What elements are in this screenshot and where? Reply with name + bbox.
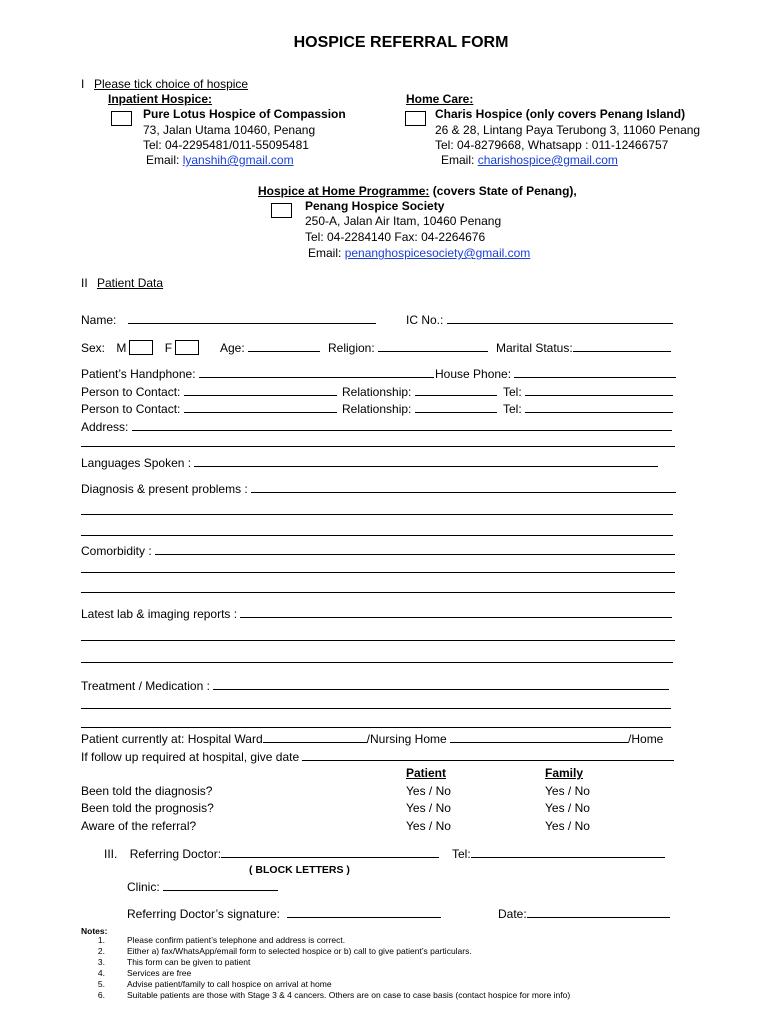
sex-female-checkbox[interactable] xyxy=(175,340,199,355)
section-2-numeral: II xyxy=(81,276,88,290)
contact-1-tel-row xyxy=(503,384,673,399)
ic-row xyxy=(406,312,673,327)
inpatient-hospice-email-row xyxy=(146,153,294,168)
relationship-2-field[interactable] xyxy=(415,401,497,413)
marital-status-label: Marital Status: xyxy=(496,341,573,355)
question-prognosis-patient[interactable]: Yes / No xyxy=(406,801,451,815)
home-care-address: 26 & 28, Lintang Paya Terubong 3, 11060 Penang xyxy=(435,123,701,137)
sex-row xyxy=(81,340,199,355)
home-programme-label: Hospice at Home Programme: xyxy=(258,184,430,198)
doctor-tel-label: Tel: xyxy=(452,847,471,861)
home-care-tel: Tel: 04-8279668, Whatsapp : 011-12466757 xyxy=(435,138,669,152)
hospital-ward-label: Patient currently at: Hospital Ward xyxy=(81,732,263,746)
comorbidity-row xyxy=(81,543,675,558)
question-referral: Aware of the referral? xyxy=(81,819,197,833)
ic-field[interactable] xyxy=(447,312,673,324)
question-diagnosis: Been told the diagnosis? xyxy=(81,784,213,798)
age-row xyxy=(220,340,320,355)
hospital-ward-field[interactable] xyxy=(263,731,367,743)
address-row xyxy=(81,419,672,434)
relationship-2-row xyxy=(342,401,497,416)
contact-2-tel-row xyxy=(503,401,673,416)
comorbidity-label: Comorbidity : xyxy=(81,544,152,558)
home-programme-name: Penang Hospice Society xyxy=(305,199,445,213)
nursing-home-field[interactable] xyxy=(450,731,628,743)
inpatient-hospice-checkbox[interactable] xyxy=(111,111,132,126)
handphone-row xyxy=(81,366,434,381)
address-label: Address: xyxy=(81,420,129,434)
religion-label: Religion: xyxy=(328,341,375,355)
question-diagnosis-patient[interactable]: Yes / No xyxy=(406,784,451,798)
home-care-label: Home Care: xyxy=(406,92,474,106)
form-title: HOSPICE REFERRAL FORM xyxy=(293,34,509,51)
address-line-2[interactable] xyxy=(81,446,675,447)
handphone-field[interactable] xyxy=(199,366,434,378)
relationship-1-field[interactable] xyxy=(415,384,497,396)
family-column-header: Family xyxy=(545,766,584,780)
housephone-label: House Phone: xyxy=(435,367,512,381)
sex-female-label: F xyxy=(164,341,173,355)
notes-label: Notes: xyxy=(81,926,108,936)
section-3-numeral: III. xyxy=(104,847,118,861)
home-programme-email-row xyxy=(308,246,530,261)
religion-row xyxy=(328,340,488,355)
diagnosis-line-2[interactable] xyxy=(81,514,673,515)
treatment-line-3[interactable] xyxy=(81,727,671,728)
date-label: Date: xyxy=(498,907,527,921)
treatment-line-2[interactable] xyxy=(81,708,671,709)
clinic-field[interactable] xyxy=(163,879,278,891)
home-label: /Home xyxy=(628,732,664,746)
contact-2-row xyxy=(81,401,337,416)
note-item: 3. This form can be given to patient xyxy=(97,957,251,967)
email-label: Email: xyxy=(308,246,345,260)
lab-reports-line-3[interactable] xyxy=(81,662,673,663)
referring-doctor-field[interactable] xyxy=(221,846,439,858)
lab-reports-field[interactable] xyxy=(240,606,672,618)
note-item: 5. Advise patient/family to call hospice on arrival at home xyxy=(97,979,332,989)
question-referral-patient[interactable]: Yes / No xyxy=(406,819,451,833)
diagnosis-line-3[interactable] xyxy=(81,535,673,536)
contact-1-field[interactable] xyxy=(184,384,337,396)
question-diagnosis-family[interactable]: Yes / No xyxy=(545,784,590,798)
marital-status-field[interactable] xyxy=(573,340,671,352)
home-care-checkbox[interactable] xyxy=(405,111,426,126)
age-field[interactable] xyxy=(248,340,320,352)
contact-2-tel-field[interactable] xyxy=(525,401,673,413)
followup-row xyxy=(81,749,674,764)
sex-label: Sex: xyxy=(81,341,106,355)
nursing-home-label: /Nursing Home xyxy=(366,732,447,746)
home-programme-coverage: (covers State of Penang), xyxy=(429,184,577,198)
contact-1-tel-field[interactable] xyxy=(525,384,673,396)
date-row xyxy=(498,906,670,921)
address-field[interactable] xyxy=(132,419,672,431)
section-2-heading: Patient Data xyxy=(97,276,164,290)
diagnosis-label: Diagnosis & present problems : xyxy=(81,482,248,496)
home-programme-checkbox[interactable] xyxy=(271,203,292,218)
treatment-row xyxy=(81,678,669,693)
ic-label: IC No.: xyxy=(406,313,444,327)
contact-label: Person to Contact: xyxy=(81,402,181,416)
block-letters-note: ( BLOCK LETTERS ) xyxy=(249,864,350,876)
comorbidity-line-2[interactable] xyxy=(81,572,675,573)
referring-doctor-label: Referring Doctor: xyxy=(129,847,222,861)
doctor-tel-row xyxy=(452,846,665,861)
clinic-label: Clinic: xyxy=(127,880,160,894)
followup-label: If follow up required at hospital, give date xyxy=(81,750,300,764)
inpatient-hospice-label: Inpatient Hospice: xyxy=(108,92,213,106)
patient-column-header: Patient xyxy=(406,766,447,780)
note-item: 4. Services are free xyxy=(97,968,192,978)
home-programme-email-link[interactable]: penanghospicesociety@gmail.com xyxy=(344,246,531,260)
sex-male-checkbox[interactable] xyxy=(129,340,153,355)
email-label: Email: xyxy=(441,153,478,167)
inpatient-hospice-address: 73, Jalan Utama 10460, Penang xyxy=(143,123,316,137)
date-field[interactable] xyxy=(527,906,670,918)
age-label: Age: xyxy=(220,341,245,355)
doctor-tel-field[interactable] xyxy=(471,846,665,858)
contact-label: Person to Contact: xyxy=(81,385,181,399)
languages-row xyxy=(81,455,658,470)
comorbidity-line-3[interactable] xyxy=(81,592,675,593)
name-row xyxy=(81,312,376,327)
note-item: 6. Suitable patients are those with Stage 3 & 4 cancers. Others are on case to case basis (contact hospice for more info) xyxy=(97,990,571,1000)
clinic-row xyxy=(127,879,278,894)
question-prognosis-family[interactable]: Yes / No xyxy=(545,801,590,815)
languages-label: Languages Spoken : xyxy=(81,456,192,470)
inpatient-hospice-tel: Tel: 04-2295481/011-55095481 xyxy=(143,138,309,152)
note-item: 1. Please confirm patient’s telephone and address is correct. xyxy=(97,935,346,945)
email-label: Email: xyxy=(146,153,183,167)
treatment-field[interactable] xyxy=(213,678,669,690)
home-care-name: Charis Hospice (only covers Penang Island) xyxy=(435,107,686,121)
relationship-label: Relationship: xyxy=(342,385,412,399)
contact-2-field[interactable] xyxy=(184,401,337,413)
handphone-label: Patient’s Handphone: xyxy=(81,367,196,381)
housephone-field[interactable] xyxy=(514,366,676,378)
lab-reports-row xyxy=(81,606,672,621)
marital-row xyxy=(496,340,671,355)
tel-label: Tel: xyxy=(503,402,522,416)
sex-male-label: M xyxy=(116,341,127,355)
contact-1-row xyxy=(81,384,337,399)
followup-date-field[interactable] xyxy=(302,749,674,761)
question-referral-family[interactable]: Yes / No xyxy=(545,819,590,833)
lab-reports-label: Latest lab & imaging reports : xyxy=(81,607,238,621)
home-care-email-row xyxy=(441,153,618,168)
treatment-label: Treatment / Medication : xyxy=(81,679,210,693)
home-programme-tel: Tel: 04-2284140 Fax: 04-2264676 xyxy=(305,230,486,244)
referring-doctor-row xyxy=(104,846,439,861)
home-programme-heading xyxy=(258,184,577,199)
diagnosis-row xyxy=(81,481,676,496)
home-care-email-link[interactable]: charishospice@gmail.com xyxy=(477,153,618,167)
name-label: Name: xyxy=(81,313,117,327)
tel-label: Tel: xyxy=(503,385,522,399)
housephone-row xyxy=(435,366,676,381)
question-prognosis: Been told the prognosis? xyxy=(81,801,214,815)
languages-field[interactable] xyxy=(194,455,658,467)
section-1-numeral: I xyxy=(81,77,85,91)
note-item: 2. Either a) fax/WhatsApp/email form to selected hospice or b) call to give patient’s particulars. xyxy=(97,946,472,956)
religion-field[interactable] xyxy=(378,340,488,352)
signature-row xyxy=(127,906,441,921)
inpatient-hospice-name: Pure Lotus Hospice of Compassion xyxy=(143,107,346,121)
signature-label: Referring Doctor’s signature: xyxy=(127,907,280,921)
comorbidity-field[interactable] xyxy=(155,543,675,555)
currently-at-row xyxy=(81,731,663,746)
diagnosis-field[interactable] xyxy=(251,481,676,493)
name-field[interactable] xyxy=(128,312,376,324)
relationship-label: Relationship: xyxy=(342,402,412,416)
lab-reports-line-2[interactable] xyxy=(81,640,675,641)
section-1-heading: Please tick choice of hospice xyxy=(94,77,249,91)
signature-field[interactable] xyxy=(287,906,441,918)
relationship-1-row xyxy=(342,384,497,399)
inpatient-hospice-email-link[interactable]: lyanshih@gmail.com xyxy=(182,153,294,167)
home-programme-address: 250-A, Jalan Air Itam, 10460 Penang xyxy=(305,214,502,228)
